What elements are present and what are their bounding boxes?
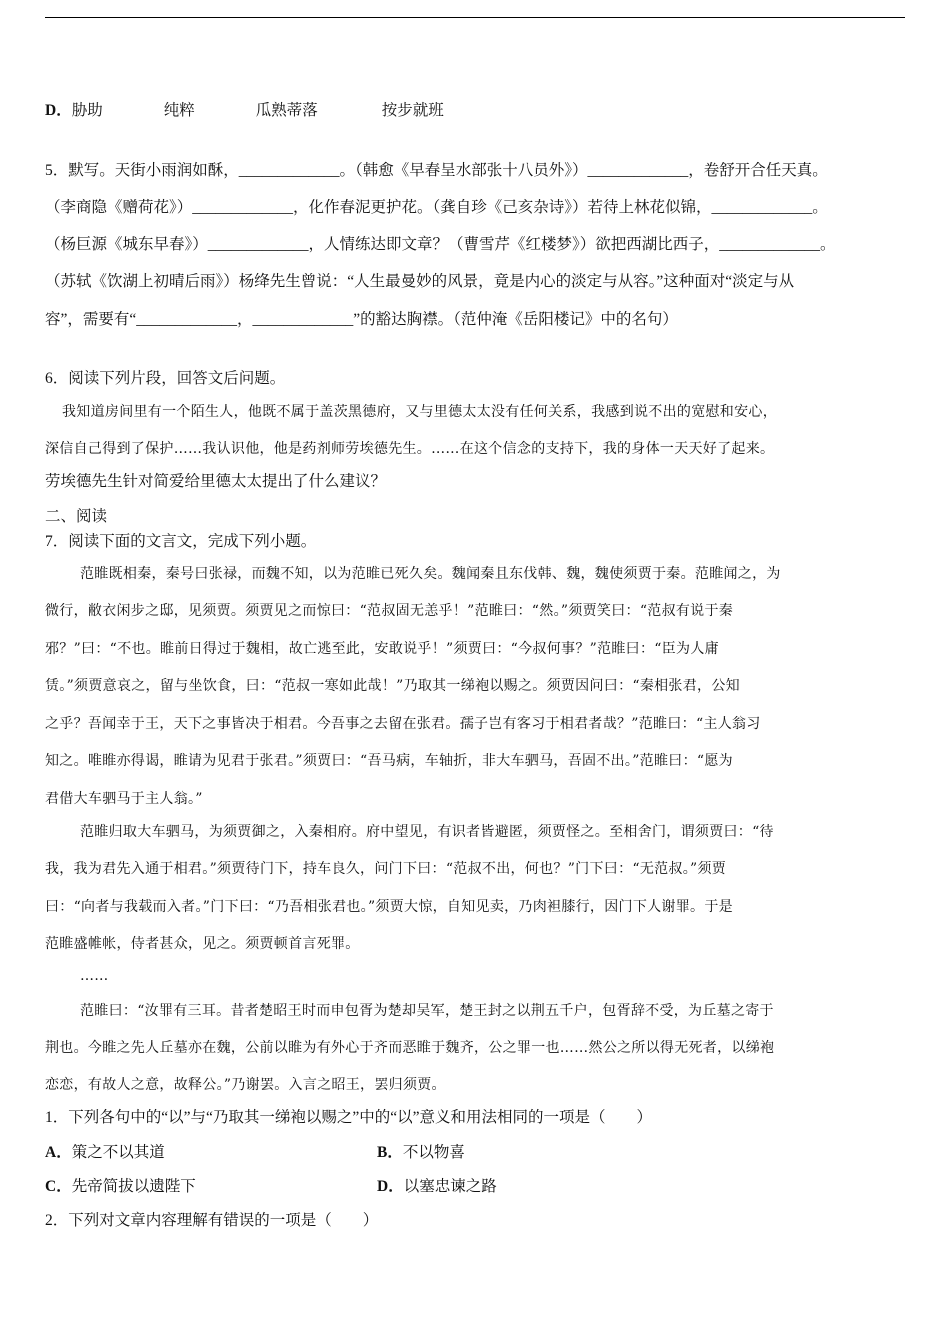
q7-para1-line: 之乎？吾闻幸于王，天下之事皆决于相君。今吾事之去留在张君。孺子岂有客习于相君者哉？”范睢曰：“主人翁习: [45, 716, 761, 732]
q7-para1-line: 范睢既相秦，秦号曰张禄，而魏不知，以为范睢已死久矣。魏闻秦且东伐韩、魏，魏使须贾于秦。范睢闻之，为: [80, 566, 781, 582]
q5-line: 容”，需要有“_____________，_____________”的豁达胸襟。（范仲淹《岳阳楼记》中的名句）: [45, 311, 678, 328]
option-d-label: D．: [45, 102, 72, 119]
q7-para3-line: 恋恋，有故人之意，故释公。”乃谢罢。入言之昭王，罢归须贾。: [45, 1077, 446, 1093]
sub1-stem: 1．下列各句中的“以”与“乃取其一绨袍以赐之”中的“以”意义和用法相同的一项是（ ）: [45, 1109, 653, 1126]
q5-line: （杨巨源《城东早春》）_____________，人情练达即文章？（曹雪芹《红楼梦》）欲把西湖比西子，_____________。: [45, 236, 836, 253]
q7-para1-line: 微行，敝衣闲步之邸，见须贾。须贾见之而惊曰：“范叔固无恙乎！”范睢曰：“然。”须贾笑曰：“范叔有说于秦: [45, 603, 734, 619]
q7-title: 7．阅读下面的文言文，完成下列小题。: [45, 533, 317, 550]
option-b[interactable]: [377, 1143, 465, 1163]
q6-passage-line: 深信自己得到了保护……我认识他，他是药剂师劳埃德先生。……在这个信念的支持下，我的身体一天天好了起来。: [45, 441, 775, 457]
option-d-word-1: 胁助: [71, 102, 103, 119]
option-d-word-3: 瓜熟蒂落: [255, 102, 318, 119]
q7-para3-line: 范睢曰：“汝罪有三耳。昔者楚昭王时而申包胥为楚却吴军，楚王封之以荆五千户，包胥辞不受，为丘墓之寄于: [80, 1003, 774, 1019]
q7-para2-line: 范睢盛帷帐，侍者甚众，见之。须贾顿首言死罪。: [45, 936, 360, 952]
option-b-label: B．: [377, 1144, 403, 1161]
option-d-line: [45, 101, 444, 121]
option-a-label: A．: [45, 1144, 72, 1161]
option-c-label: C．: [45, 1178, 72, 1195]
option-b-text: 不以物喜: [402, 1144, 465, 1161]
q7-para1-line: 君借大车驷马于主人翁。”: [45, 791, 203, 807]
q7-para2-line: 曰：“向者与我载而入者。”门下曰：“乃吾相张君也。”须贾大惊，自知见卖，乃肉袒膝行，因门下人谢罪。于是: [45, 899, 733, 915]
option-d-text: 以塞忠谏之路: [403, 1178, 497, 1195]
q6-passage-line: 我知道房间里有一个陌生人，他既不属于盖茨黑德府，又与里德太太没有任何关系，我感到说不出的宽慰和安心，: [62, 404, 777, 420]
section-heading: 二、阅读: [45, 508, 108, 525]
q5-line: （苏轼《饮湖上初晴后雨》）杨绛先生曾说：“人生最曼妙的风景，竟是内心的淡定与从容。”这种面对“淡定与从: [45, 273, 795, 290]
option-d[interactable]: [377, 1177, 497, 1197]
q6-question: 劳埃德先生针对简爱给里德太太提出了什么建议？: [45, 473, 387, 490]
q7-para1-line: 知之。唯睢亦得谒，睢请为见君于张君。”须贾曰：“吾马病，车轴折，非大车驷马，吾固不出。”范睢曰：“愿为: [45, 753, 733, 769]
top-rule: [45, 17, 905, 18]
option-d-label-2: D．: [377, 1178, 404, 1195]
q5-line: （李商隐《赠荷花》）_____________，化作春泥更护花。（龚自珍《己亥杂诗》）若待上林花似锦，_____________。: [45, 199, 828, 216]
sub1-options-row: [45, 1143, 845, 1163]
option-c[interactable]: [45, 1178, 196, 1195]
option-a-text: 策之不以其道: [71, 1144, 165, 1161]
q5-line: 5．默写。天街小雨润如酥，_____________。（韩愈《早春呈水部张十八员外》）_____________，卷舒开合任天真。: [45, 162, 828, 179]
sub1-options-row: [45, 1177, 845, 1197]
q6-title: 6．阅读下列片段，回答文后问题。: [45, 370, 286, 387]
q7-para2-line: 范睢归取大车驷马，为须贾御之，入秦相府。府中望见，有识者皆避匿，须贾怪之。至相舍门，谓须贾曰：“待: [80, 824, 774, 840]
sub2-stem: 2．下列对文章内容理解有错误的一项是（ ）: [45, 1212, 379, 1229]
q7-para1-line: 赁。”须贾意哀之，留与坐饮食，曰：“范叔一寒如此哉！”乃取其一绨袍以赐之。须贾因问曰：“秦相张君，公知: [45, 678, 740, 694]
q7-para1-line: 邪？”曰：“不也。睢前日得过于魏相，故亡逃至此，安敢说乎！”须贾曰：“今叔何事？”范睢曰：“臣为人庸: [45, 641, 719, 657]
q7-para3-line: 荆也。今睢之先人丘墓亦在魏，公前以睢为有外心于齐而恶睢于魏齐，公之罪一也……然公之所以得无死者，以绨袍: [45, 1040, 775, 1056]
option-d-word-2: 纯粹: [163, 102, 195, 119]
q7-ellipsis: ……: [80, 968, 109, 984]
q7-para2-line: 我，我为君先入通于相君。”须贾待门下，持车良久，问门下曰：“范叔不出，何也？”门下曰：“无范叔。”须贾: [45, 861, 727, 877]
option-c-text: 先帝简拔以遗陛下: [71, 1178, 196, 1195]
option-d-word-4: 按步就班: [381, 102, 444, 119]
option-a[interactable]: [45, 1144, 165, 1161]
